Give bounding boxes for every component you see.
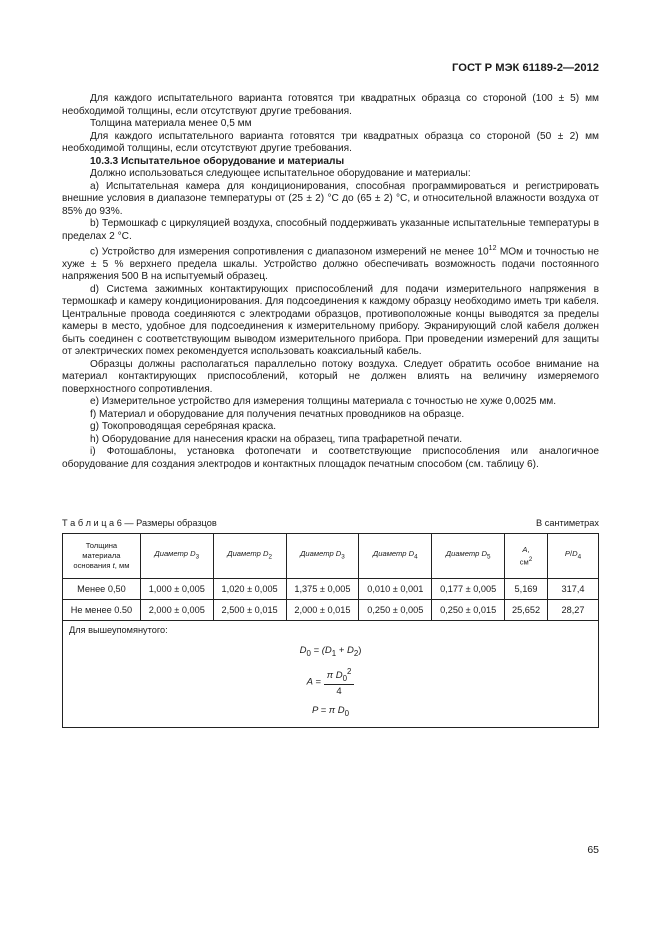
- page-number: 65: [587, 844, 599, 856]
- superscript: 12: [488, 245, 497, 252]
- header-symbol: t: [112, 561, 115, 570]
- list-item-d: d) Система зажимных контактирующих приспособлений для подачи измерительного напряжения в термошкаф и камеру кондиционирования. Для подсоединения к каждому образцу необходимо иметь три кабеля. Центральные провода соединяются с электродами образцов, противоположные концы выводятся за пределы камеры в место, удобное для подсоединения к измерительному прибору. Экранирующий слой кабеля должен быть соединен с соответствующим выводом измерительного прибора. При проведении измерений для защиты от электрических помех рекомендуется использовать коаксиальный кабель.: [62, 283, 599, 358]
- header-subscript: 4: [414, 553, 418, 561]
- formula-perimeter: [63, 705, 598, 718]
- header-superscript: 2: [528, 555, 533, 563]
- table-cell: 2,500 ± 0,015: [213, 600, 286, 621]
- header-symbol: D: [481, 549, 487, 559]
- table-cell: 25,652: [505, 600, 548, 621]
- formula-text: ): [358, 645, 362, 656]
- table-title: [62, 518, 217, 528]
- header-thickness: [63, 534, 141, 579]
- fraction-numerator: [324, 667, 355, 685]
- list-item-c-text-cont: МОм и точностью не хуже ± 5 % верхнего предела шкалы. Устройство должно обеспечивать возможность подачи постоянного напряжения 500 В на испытуемый образец.: [62, 246, 599, 283]
- list-item-b: b) Термошкаф с циркуляцией воздуха, способный поддерживать указанные испытательные температуры в пределах 2 °С.: [62, 218, 599, 242]
- table-cell: 1,000 ± 0,005: [140, 579, 213, 600]
- formula-text: π D: [326, 670, 343, 682]
- section-heading: 10.3.3 Испытательное оборудование и материалы: [90, 155, 345, 167]
- sample-dimensions-table: [62, 533, 599, 728]
- header-text: Толщина: [85, 541, 118, 550]
- header-subscript: 4: [577, 553, 582, 561]
- table-cell: 0,010 ± 0,001: [359, 579, 432, 600]
- header-d3: [286, 534, 359, 579]
- formula-d0: [63, 645, 598, 658]
- header-text: см: [519, 557, 529, 567]
- formula-text: = π D: [317, 705, 345, 716]
- list-item-c: [62, 243, 599, 284]
- paragraph: Толщина материала менее 0,5 мм: [90, 118, 252, 129]
- header-text: Диаметр: [372, 549, 409, 559]
- table-row: [63, 579, 599, 600]
- formula-subscript: 1: [331, 648, 337, 658]
- table-cell: Менее 0,50: [63, 579, 141, 600]
- table-row: [63, 600, 599, 621]
- table-cell: 2,000 ± 0,015: [286, 600, 359, 621]
- header-text: /: [569, 549, 573, 559]
- paragraph: Для каждого испытательного варианта готовятся три квадратных образца со стороной (50 ± 2) мм необходимой толщины, если отсутствуют другие требования.: [62, 130, 599, 154]
- formula-superscript: 2: [347, 667, 352, 676]
- table-cell: Не менее 0.50: [63, 600, 141, 621]
- header-symbol: D: [190, 549, 196, 559]
- formula-cell: [63, 621, 599, 728]
- header-symbol: P: [564, 549, 570, 559]
- fraction-denominator: 4: [336, 686, 342, 698]
- formula-symbol: D: [299, 645, 307, 656]
- formula-symbol: P: [311, 705, 318, 716]
- table-cell: 0,250 ± 0,015: [432, 600, 505, 621]
- paragraph: Должно использоваться следующее испытательное оборудование и материалы:: [90, 168, 471, 179]
- header-d4: [359, 534, 432, 579]
- formula-area: [63, 667, 598, 697]
- list-item-f: f) Материал и оборудование для получения печатных проводников на образце.: [90, 408, 465, 420]
- table-label: Т а б л и ц а 6: [62, 518, 122, 528]
- table-title-text: — Размеры образцов: [121, 518, 217, 528]
- header-area: A, $см^2$: [505, 534, 548, 579]
- header-d1: [140, 534, 213, 579]
- header-subscript: 3: [195, 553, 200, 561]
- header-d2: [213, 534, 286, 579]
- table-cell: 28,27: [548, 600, 599, 621]
- header-text: Диаметр: [445, 549, 482, 559]
- header-text: Диаметр: [227, 549, 263, 559]
- list-item-g: g) Токопроводящая серебряная краска.: [90, 421, 277, 433]
- header-subscript: 3: [341, 553, 345, 561]
- header-symbol: D: [262, 549, 269, 559]
- list-item-a: a) Испытательная камера для кондиционирования, способная программироваться и регистрировать внешние условия в диапазоне температуры от (25 ± 2) °С до (65 ± 2) °С, и относительной влажности воздуха от 85% до 93%.: [62, 180, 599, 217]
- table-cell: 1,020 ± 0,005: [213, 579, 286, 600]
- paragraph: Образцы должны располагаться параллельно потоку воздуха. Следует обратить особое внимание на материал контактирующих приспособлений, который не должен влиять на величину измеряемого поверхностного сопротивления.: [62, 358, 599, 395]
- list-item-i: i) Фотошаблоны, установка фотопечати и соответствующие приспособления или аналогичное оборудование для создания электродов и контактных площадок печатным способом (см. таблицу 6).: [62, 446, 599, 470]
- header-text: Диаметр: [154, 549, 191, 559]
- formula-text: = (D: [310, 645, 332, 656]
- formula-text: =: [312, 676, 324, 688]
- formula-text: + D: [336, 645, 354, 656]
- table-cell: 0,177 ± 0,005: [432, 579, 505, 600]
- formula-subscript: 0: [306, 648, 311, 658]
- list-item-h: h) Оборудование для нанесения краски на образец, типа трафаретной печати.: [90, 433, 463, 445]
- table-cell: 5,169: [505, 579, 548, 600]
- header-text: , мм: [114, 561, 130, 570]
- formula-symbol: A: [306, 676, 313, 688]
- formula-subscript: 2: [353, 648, 359, 658]
- document-header: ГОСТ Р МЭК 61189-2—2012: [452, 62, 599, 74]
- header-ratio: [548, 534, 599, 579]
- table-units: В сантиметрах: [536, 518, 599, 528]
- list-item-e: e) Измерительное устройство для измерения толщины материала с точностью не хуже 0,0025 мм.: [90, 396, 557, 408]
- header-d5: [432, 534, 505, 579]
- table-cell: 317,4: [548, 579, 599, 600]
- formula-title: Для вышеупомянутого:: [69, 625, 168, 635]
- formula-row: [63, 621, 599, 728]
- table-header-row: [63, 534, 599, 579]
- header-text: Диаметр: [300, 549, 336, 559]
- header-symbol: D: [335, 549, 342, 559]
- table-cell: 1,375 ± 0,005: [286, 579, 359, 600]
- formula-fraction: [324, 667, 355, 697]
- body-text: [62, 93, 599, 471]
- header-subscript: 2: [268, 553, 272, 561]
- header-subscript: 5: [486, 553, 491, 561]
- formula-subscript: 0: [344, 708, 350, 718]
- formula-subscript: 0: [342, 674, 348, 684]
- table-cell: 2,000 ± 0,005: [140, 600, 213, 621]
- header-text: материала: [82, 551, 121, 560]
- table-cell: 0,250 ± 0,005: [359, 600, 432, 621]
- header-symbol: D: [408, 549, 415, 559]
- header-text: основания: [73, 561, 113, 570]
- header-symbol: D: [572, 549, 578, 559]
- header-symbol: A: [522, 544, 528, 554]
- paragraph: Для каждого испытательного варианта готовятся три квадратных образца со стороной (100 ± 5) мм необходимой толщины, если отсутствуют другие требования.: [62, 93, 599, 117]
- list-item-c-text: c) Устройство для измерения сопротивления с диапазоном измерений не менее 10: [90, 246, 489, 258]
